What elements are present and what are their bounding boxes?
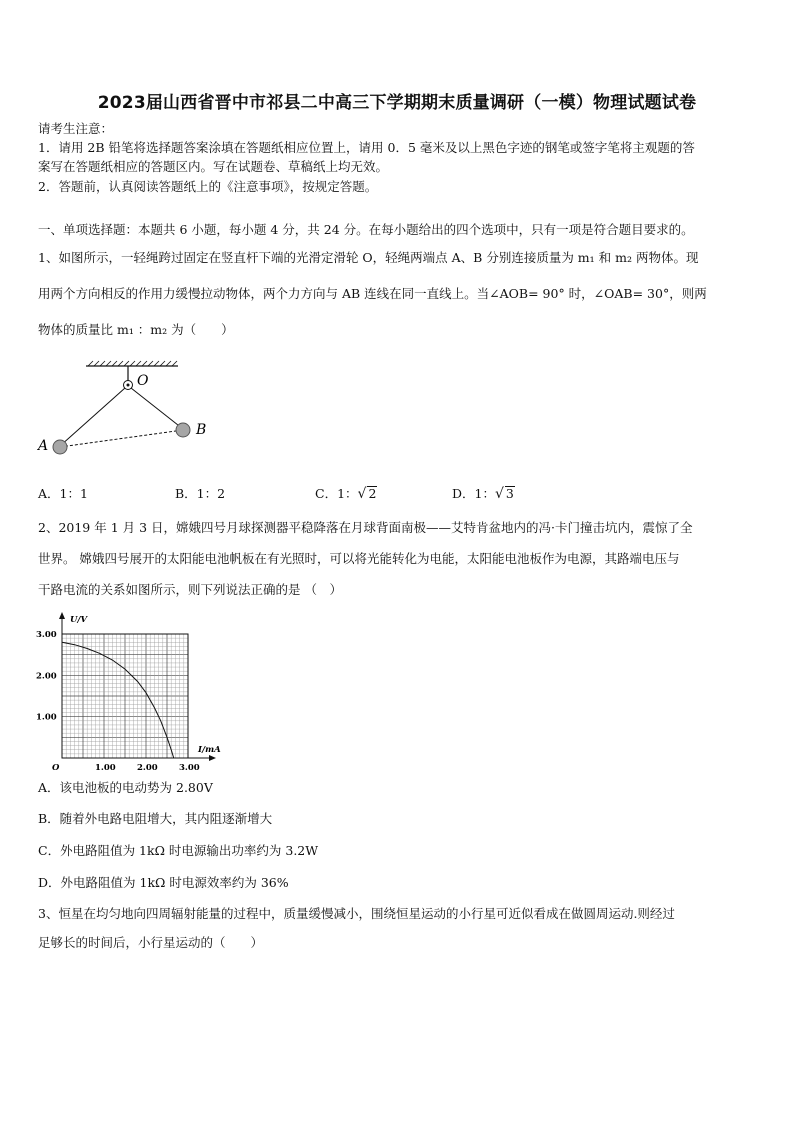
q2-option-a: A．该电池板的电动势为 2.80V <box>38 780 213 795</box>
y-tick-label: 3.00 <box>36 630 57 640</box>
q3-line-2: 足够长的时间后，小行星运动的（ ） <box>38 935 264 950</box>
notice-line-1a: 1．请用 2B 铅笔将选择题答案涂填在答题纸相应位置上，请用 0．5 毫米及以上黑色字迹的钢笔或签字笔将主观题的答 <box>38 140 695 155</box>
y-tick-label: 1.00 <box>36 712 57 723</box>
q2-option-c: C．外电路阻值为 1kΩ 时电源输出功率约为 3.2W <box>38 843 319 858</box>
label-o: O <box>137 373 149 389</box>
q3-line-1: 3、恒星在均匀地向四周辐射能量的过程中，质量缓慢减小，围绕恒星运动的小行星可近似看成在做圆周运动.则经过 <box>38 906 675 921</box>
rope-ob <box>131 388 183 429</box>
notice-line-2: 2．答题前，认真阅读答题纸上的《注意事项》，按规定答题。 <box>38 179 378 194</box>
pulley-figure <box>30 358 210 463</box>
rope-oa <box>60 388 125 446</box>
q1-option-d-radicand: 3 <box>505 486 514 501</box>
q1-option-c-radicand: 2 <box>368 486 377 501</box>
q1-line-3: 物体的质量比 m₁ ：m₂ 为（ ） <box>38 322 234 337</box>
q1-option-d-prefix: D．1： <box>452 486 495 501</box>
ab-dashed-line <box>60 430 183 447</box>
q1-option-b: B．1：2 <box>175 486 226 501</box>
label-a: A <box>38 438 49 454</box>
q1-option-d: D．1：√ 3 <box>452 486 514 502</box>
notice-heading: 请考生注意： <box>38 121 114 136</box>
origin-label: O <box>52 763 60 773</box>
y-tick-label: 2.00 <box>36 671 57 682</box>
q1-line-1: 1、如图所示，一轻绳跨过固定在竖直杆下端的光滑定滑轮 O，轻绳两端点 A、B 分别连接质量为 m₁ 和 m₂ 两物体。现 <box>38 250 699 265</box>
notice-line-1b: 案写在答题纸相应的答题区内。写在试题卷、草稿纸上均无效。 <box>38 159 389 174</box>
mass-a <box>53 440 67 454</box>
y-axis-arrow <box>59 612 65 619</box>
q2-line-1: 2、2019 年 1 月 3 日，嫦娥四号月球探测器平稳降落在月球背面南极——艾特肯盆地内的冯·卡门撞击坑内，震惊了全 <box>38 520 693 535</box>
label-b: B <box>196 422 207 438</box>
q2-line-3: 干路电流的关系如图所示，则下列说法正确的是 （ ） <box>38 582 342 597</box>
page-title: 2023届山西省晋中市祁县二中高三下学期期末质量调研（一模）物理试题试卷 <box>97 93 697 113</box>
x-tick-label: 1.00 <box>95 763 116 773</box>
q1-option-c: C．1：√ 2 <box>315 486 377 502</box>
ceiling-hatch <box>88 361 177 366</box>
q1-option-a: A．1：1 <box>38 486 88 501</box>
q1-option-c-prefix: C．1： <box>315 486 358 501</box>
x-axis-arrow <box>209 755 216 761</box>
pulley-axle <box>127 384 130 387</box>
ui-chart <box>30 608 230 776</box>
q1-line-2: 用两个方向相反的作用力缓慢拉动物体，两个力方向与 AB 连线在同一直线上。当∠AOB= 90° 时，∠OAB= 30°，则两 <box>38 286 707 301</box>
x-tick-label: 2.00 <box>137 763 158 773</box>
q2-option-b: B．随着外电路电阻增大，其内阻逐渐增大 <box>38 811 273 826</box>
chart-grid <box>62 634 188 758</box>
y-axis-label: U/V <box>70 615 88 625</box>
q2-line-2: 世界。 嫦娥四号展开的太阳能电池帆板在有光照时，可以将光能转化为电能，太阳能电池板作为电源，其路端电压与 <box>38 551 680 566</box>
x-axis-label: I/mA <box>198 745 221 755</box>
section-heading: 一、单项选择题：本题共 6 小题，每小题 4 分，共 24 分。在每小题给出的四个选项中，只有一项是符合题目要求的。 <box>38 222 694 237</box>
q2-option-d: D．外电路阻值为 1kΩ 时电源效率约为 36% <box>38 875 289 890</box>
mass-b <box>176 423 190 437</box>
x-tick-label: 3.00 <box>179 763 200 773</box>
